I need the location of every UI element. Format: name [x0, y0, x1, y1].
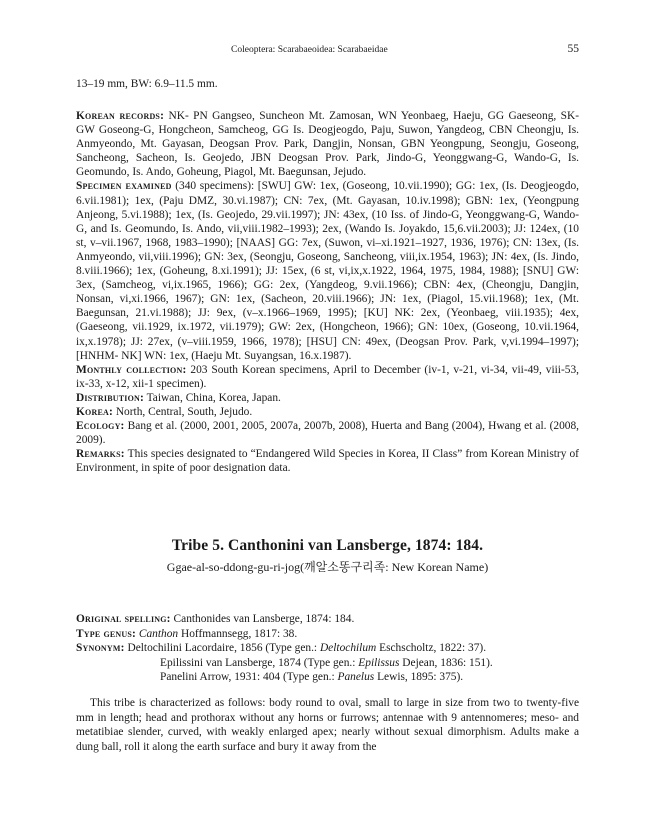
original-spelling-text: Canthonides van Lansberge, 1874: 184. — [173, 613, 355, 625]
page-number: 55 — [567, 43, 579, 55]
synonym-entry-text: Dejean, 1836: 151). — [399, 656, 493, 669]
running-header — [76, 44, 579, 58]
size-text: 13–19 mm, BW: 6.9–11.5 mm. — [76, 78, 218, 90]
ecology-paragraph — [76, 419, 579, 447]
remarks-label: Remarks: — [76, 448, 125, 461]
distribution-paragraph — [76, 391, 579, 405]
running-header-title: Coleoptera: Scarabaeoidea: Scarabaeidae — [231, 45, 388, 55]
monthly-collection-label: Monthly collection: — [76, 363, 187, 376]
tribe-heading: Tribe 5. Canthonini van Lansberge, 1874: 184. — [171, 537, 484, 554]
type-genus-name: Canthon — [138, 627, 179, 640]
korean-records-text: NK- PN Gangseo, Suncheon Mt. Zamosan, WN Yeonbaeg, Haeju, GG Gaeseong, SK- GW Goseong-G, Hongcheon, Samcheog, GG Is. Deogjeogdo, Paju, Suwon, Yangdeog, CBN Cheongju, Is. Anmyeondo, Mt. Gayasan, Deogsan Prov. Park, Dangjin, Nonsan, GBN Yeongpung, Seongju, Goseong, Sancheong, Sacheon, Is. Geojedo, JBN Deogsan Prov. Park, Jindo-G, Yeonggwang-G, Wando-G, Is. Geomundo, Is. Ando, Goheung, Piagol, Mt. Baegunsan, Jejudo. — [76, 110, 579, 179]
specimen-examined-label: Specimen examined — [76, 180, 172, 193]
size-line — [76, 77, 579, 91]
original-spelling-row — [76, 612, 579, 627]
nomenclature-block — [76, 612, 579, 685]
korea-label: Korea: — [76, 405, 113, 418]
ecology-text: Bang et al. (2000, 2001, 2005, 2007a, 2007b, 2008), Huerta and Bang (2004), Hwang et al. (2008, 2009). — [76, 420, 579, 447]
monthly-collection-paragraph — [76, 363, 579, 391]
distribution-label: Distribution: — [76, 391, 144, 404]
species-records-section — [76, 109, 579, 475]
synonym-entry-text: Lewis, 1895: 375). — [374, 671, 464, 684]
remarks-paragraph — [76, 447, 579, 475]
type-genus-label: Type genus: — [76, 627, 137, 640]
synonym-entry-text: Panelini Arrow, 1931: 404 (Type gen.: — [160, 671, 338, 684]
synonym-entry — [160, 671, 463, 683]
synonym-genus: Epilissus — [358, 656, 400, 669]
synonym-row — [76, 641, 579, 656]
monthly-collection-text: 203 South Korean specimens, April to December (iv-1, v-21, vi-34, vii-49, viii-53, ix-33, x-12, xii-1 specimen). — [76, 363, 579, 390]
synonym-label: Synonym: — [76, 642, 125, 655]
synonym-entry — [160, 657, 493, 669]
remarks-text: This species designated to “Endangered Wild Species in Korea, II Class” from Korean Ministry of Environment, in spite of poor designation data. — [76, 448, 579, 475]
korean-records-paragraph — [76, 109, 579, 179]
synonym-genus: Panelus — [337, 671, 375, 684]
tribe-description: This tribe is characterized as follows: body round to oval, small to large in size from two to twenty-five mm in length; head and prothorax without any horns or furrows; antennae with 9 antennomeres; meso- and metatibiae slender, curved, with weakly enlarged apex; nearly without sexual dimorphism. Adults make a dung ball, roll it along the earth surface and bury it away from the — [76, 697, 579, 753]
synonym-entry-text: Deltochilini Lacordaire, 1856 (Type gen.: — [127, 642, 320, 655]
synonym-row — [76, 670, 579, 685]
synonym-entry — [127, 642, 486, 654]
tribe-subtitle — [76, 558, 579, 575]
korean-records-label: Korean records: — [76, 110, 165, 122]
korea-text: North, Central, South, Jejudo. — [115, 405, 253, 418]
original-spelling-label: Original spelling: — [76, 613, 171, 625]
synonym-entry-text: Eschscholtz, 1822: 37). — [376, 642, 487, 655]
korea-paragraph — [76, 405, 579, 419]
specimen-examined-text: (340 specimens): [SWU] GW: 1ex, (Goseong, 10.vii.1990); GG: 1ex, (Is. Deogjeogdo, 6.vii.1981); 1ex, (Paju DMZ, 30.vi.1987); CN: 7ex, (Mt. Gayasan, 10.iv.1998); GBN: 1ex, (Yeongpung Anjeong, 5.vi.1988); 1ex, (Is. Geojedo, 29.vii.1997); JN: 43ex, (10 Iss. of Jindo-G, Yeonggwang-G, Wando-G, and Is. Geomundo, Is. Ando, vii,viii.1982–1993); 2ex, (Wando Is. Joyakdo, 15,6.vii.2003); JJ: 124ex, (10 st, v–vii.1967, 1968, 1983–1990); [NAAS] GG: 7ex, (Suwon, vi–xi.1921–1927, 1936, 1976); CN: 13ex, (Is. Anmyeondo, vii,viii.1996); GN: 3ex, (Seongju, Goseong, Sancheong, viii,ix.1954, 1963); JN: 4ex, (Is. Jindo, 8.viii.1966); 1ex, (Goheung, 8.xi.1991); JJ: 15ex, (6 st, vi,ix,x.1922, 1964, 1975, 1984, 1988); [SNU] GW: 3ex, (Samcheog, vi,ix.1965, 1966); GG: 2ex, (Yangdeog, 9.vii.1966); CBN: 4ex, (Cheongju, Dangjin, Nonsan, vi,xi.1966, 1967); GN: 1ex, (Sacheon, 20.viii.1966); JN: 1ex, (Piagol, 15.vii.1968); 1ex, (Mt. Baegunsan, 21.vi.1988); JJ: 9ex, (v–x.1966–1969, 1995); [KU] NK: 2ex, (Yeonbaeg, viii.1935); 4ex, (Gaeseong, vii.1929, ix.1972, vii.1979); GW: 2ex, (Hongcheon, 1966); GN: 10ex, (Goseong, 10.vii.1964, ix,x.1978); JJ: 27ex, (v–viii.1959, 1966, 1978); [HSU] CN: 49ex, (Deogsan Prov. Park, v,vi.1994–1997); [HNHM- NK] WN: 1ex, (Haeju Mt. Suyangsan, 16.x.1987). — [76, 180, 579, 362]
specimen-examined-paragraph — [76, 179, 579, 362]
type-genus-row — [76, 627, 579, 642]
tribe-subtitle-korean: (깨알소똥구리족: New Korean Name) — [300, 560, 489, 574]
type-genus-text: Hoffmannsegg, 1817: 38. — [180, 627, 298, 640]
synonym-genus: Deltochilum — [319, 642, 377, 655]
tribe-subtitle-latin: Ggae-al-so-ddong-gu-ri-jog — [166, 560, 301, 574]
ecology-label: Ecology: — [76, 420, 125, 433]
synonym-entry-text: Epilissini van Lansberge, 1874 (Type gen.: — [160, 656, 359, 669]
distribution-text: Taiwan, China, Korea, Japan. — [146, 391, 281, 404]
synonym-row — [76, 656, 579, 671]
